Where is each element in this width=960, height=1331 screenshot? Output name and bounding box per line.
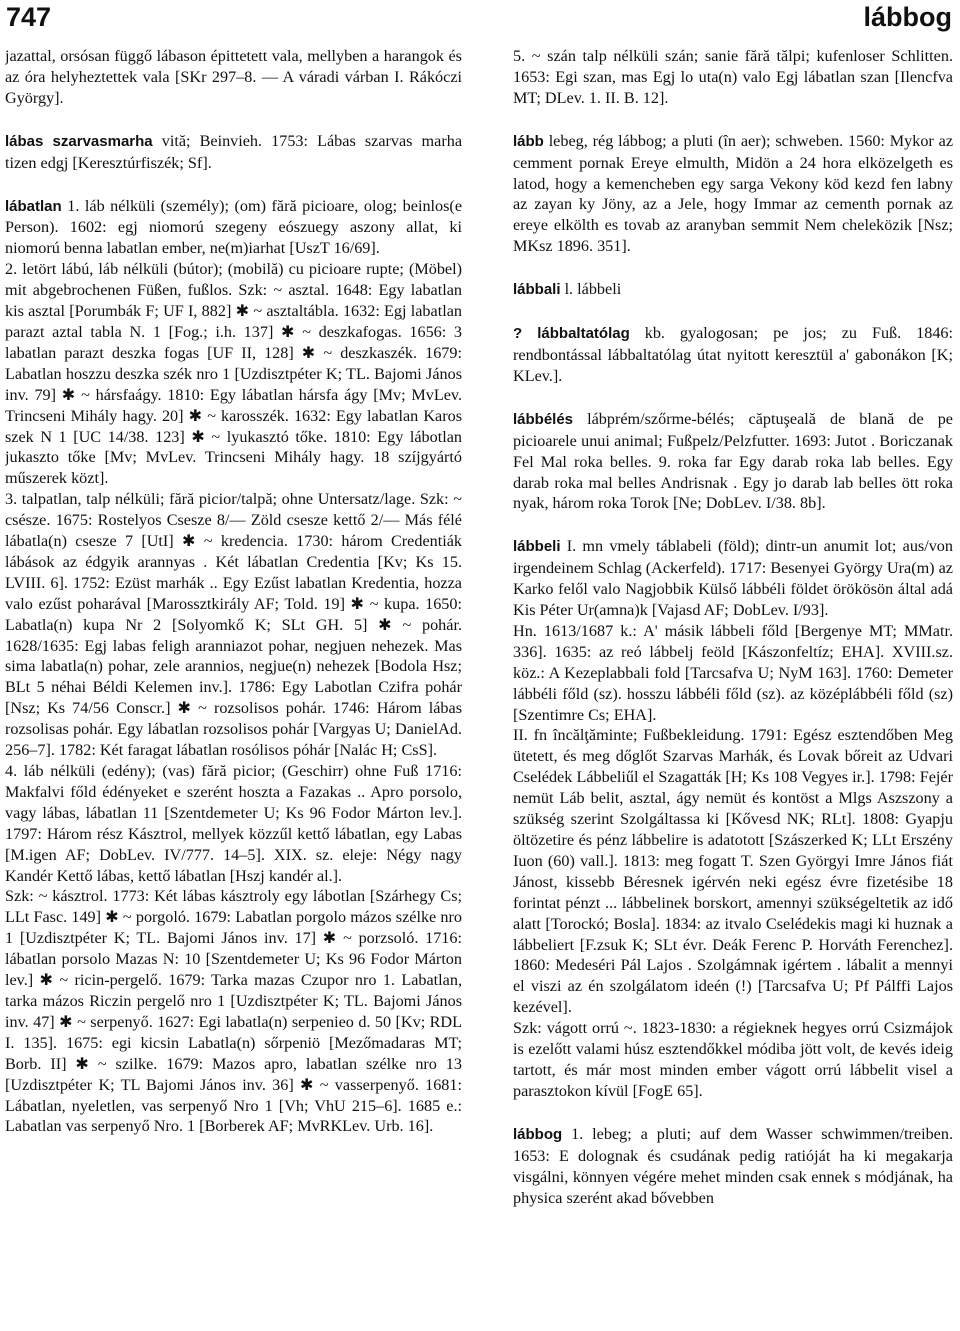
entry-paragraph <box>513 279 953 301</box>
page-number: 747 <box>6 2 52 32</box>
entry-text: l. lábbeli <box>564 280 622 299</box>
entry-paragraph <box>5 131 462 174</box>
entry-text: 2. letört lábú, láb nélküli (bútor); (mobilă) cu picioare rupte; (Möbel) mit abgebrochenen Füßen, fußlos. Szk: ~ asztal. 1648: Egy labatlan kis asztal [Porumbák F; UF I, 882] ✱ ~ asztaltábla. 1632: Egj labatlan parazt aztal tabla N. 1 [Fog.; i.h. 137] ✱ ~ deszkafogas. 1656: 3 labatlan parazt deszka fogas [UF II, 128] ✱ ~ deszkaszék. 1679: Labatlan hoszzu deszka szék nro 1 [Uzdisztpéter K; TL. Bajomi János inv. 79] ✱ ~ hársfaágy. 1810: Egy lábatlan hársfa ágy [Mv; MvLev. Trincseni Mihály hagy. 20] ✱ ~ karosszék. 1632: Egy labatlan Karos szek N 1 [UC 14/38. 123] ✱ ~ lyukasztó tőke. 1810: Egy lábotlan jukaszto tőke [Mv; MvLev. Trincseni Mihály hagy. 18 szíjgyártó műszerek közt]. <box>5 260 462 488</box>
entry-paragraph <box>5 46 462 109</box>
entry-text: lábprém/szőrme-bélés; căptuşeală de blană de pe picioarele unui animal; Fußpelz/Pelzfutter. 1693: Jutot . Boriczanak Fel Mal roka belles. 9. roka far Egy darab roka lab belles. Egy darab roka mal belles Andrisnak . Egy jo darab lab belles ött roka nyak, három roka Torok [Ne; DobLev. I/38. 8b]. <box>513 409 953 513</box>
dictionary-entry <box>513 536 953 1101</box>
entry-text: 5. ~ szán talp nélküli szán; sanie fără tălpi; kufenloser Schlitten. 1653: Egi szan, mas Egj lo uta(n) valo Egj lábatlan szan [Ilencfva MT; DLev. 1. II. B. 12]. <box>513 47 953 107</box>
entry-paragraph <box>5 259 462 489</box>
entry-text: vită; Beinvieh. 1753: Lábas szarvas marha tizen edgj [Keresztúrfiszék; Sf]. <box>5 131 462 172</box>
dictionary-entry <box>5 131 462 174</box>
headword: lább <box>513 132 544 150</box>
dictionary-entry <box>513 1124 953 1209</box>
entry-text: I. mn vmely táblabeli (föld); dintr-un anumit lot; aus/von irgendeinem Schlag (Ackerfeld). 1717: Besenyei György Ura(m) az Karko felől valo Nagjobbik Külső lábbéli földet örökösön által adá Kis Péter Ur(amna)k [Vajasd AF; DobLev. I/93]. <box>513 537 953 620</box>
dictionary-entry <box>5 46 462 109</box>
entry-text: jazattal, orsósan függő lábason épittetett vala, mellyben a harangok és az óra helyheztettek vala [SKr 297–8. — A váradi várban I. Rákóczi György]. <box>5 47 462 107</box>
entry-text: 3. talpatlan, talp nélküli; fără picior/talpă; ohne Untersatz/lage. Szk: ~ csésze. 1675: Rostelyos Csesze 8/— Zöld csesze kettő 2/— Más félé lábatla(n) csesze 7 [UtI] ✱ ~ kredencia. 1730: három Credentiák lábások az édgyik arannyas . Két lábatlan Credentia [Kv; Ks 15. LVIII. 6]. 1752: Ezüst marhák .. Egy Ezűst labatlan Kredentia, hozza valo ezűst poharával [Marossztkirály AF; Told. 19] ✱ ~ kupa. 1650: Labatla(n) kupa Nr 2 [Solyomkő K; SLt GH. 5] ✱ ~ pohár. 1628/1635: Egj labas feligh aranniazot pohar, negjuen nehezek. Mas sima labatla(n) pohar, zele arannios, negjue(n) nehezek [Bodola Hsz; BLt 5 néhai Béldi Kelemen inv.]. 1786: Egy Labotlan Czifra pohár [Nsz; Ks 74/56 Conscr.] ✱ ~ rozsolisos pohár. 1746: Három lábas rozsolisas pohár. Egy lábatlan rozsolisos pohár [Vargyas U; DanielAd. 256–7]. 1782: Két faragat lábatlan rosólisos póhár [Nalác H; CsS]. <box>5 490 462 760</box>
headword: lábbeli <box>513 538 561 556</box>
entry-paragraph <box>513 1124 953 1209</box>
headword: ? lábbaltatólag <box>513 325 630 343</box>
entry-paragraph <box>5 489 462 761</box>
entry-paragraph <box>5 886 462 1137</box>
headword: lábas szarvasmarha <box>5 132 153 150</box>
headword: lábbali <box>513 281 561 299</box>
entry-paragraph <box>513 323 953 387</box>
entry-text: 1. láb nélküli (személy); (om) fără picioare, olog; beinlos(e Person). 1602: egj niomorú szegeny eószuegy aszony allat, ki niomorú benna labatlan ember, ne(m)iarhat [UszT 16/69]. <box>5 196 462 258</box>
entry-paragraph <box>513 409 953 515</box>
dictionary-entry <box>513 279 953 301</box>
entry-paragraph <box>513 621 953 726</box>
entry-paragraph <box>513 725 953 1018</box>
entry-paragraph <box>513 536 953 621</box>
entry-text: 4. láb nélküli (edény); (vas) fără picior; (Geschirr) ohne Fuß 1716: Makfalvi főld édényeket e szerént hoszta a Fazakas .. Apro porsolo, vagy lábas, lábatlan 11 [Szentdemeter U; Ks 96 Fodor Márton lev.]. 1797: Három rész Kásztrol, mellyek közzűl kettő lábatlan, egy Labas [M.igen AF; DobLev. IV/777. 14–5]. XIX. sz. eleje: Négy nagy Kandér Kettő lábas, kettő lábatlan [Hszj kandér al.]. <box>5 762 462 885</box>
entry-text: Hn. 1613/1687 k.: A' másik lábbeli főld [Bergenye MT; MMatr. 336]. 1635: az reó lábbelj feöld [Kászonfeltíz; EHA]. XVIII.sz. köz.: A Kezeplabbali fold [Tarcsafva U; NyM 163]. 1760: Demeter lábbéli főld (sz). hosszu lábbéli főld (sz). az középlábbéli főld (sz) [Szentimre Cs; EHA]. <box>513 621 953 724</box>
dictionary-entry <box>513 46 953 109</box>
headword: lábbélés <box>513 410 574 428</box>
running-head: lábbog <box>863 2 952 32</box>
entry-paragraph <box>513 1018 953 1102</box>
entry-text: kb. gyalogosan; pe jos; zu Fuß. 1846: rendbontással lábbaltatólag útat nyitott keresztül a' gabonákon [K; KLev.]. <box>513 324 953 385</box>
dictionary-entry <box>5 196 462 1138</box>
dictionary-entry <box>513 409 953 515</box>
entry-text: Szk: vágott orrú ~. 1823-1830: a régieknek hegyes orrú Csizmájok is ezelőtt valami húsz esztendőkkel módiba jött volt, de kevés ideig tartott, és már most minden ember vágott orrú lábbelit visel a parasztokon kívül [FogE 65]. <box>513 1019 953 1100</box>
entry-text: II. fn încălţăminte; Fußbekleidung. 1791: Egész esztendőben Meg ütetett, és meg dőglőt Szarvas Marhák, és Lovak bőreit az Udvari Cselédek Lábbeliűl el Szagatták [H; Ks 108 Vegyes ir.]. 1798: Fejér nemüt Láb belit, asztal, ágy nemüt és kontöst a Mlgs Aszszony a szükség szerint Szolgáltassa ki [Kővesd NK; RLt]. 1808: Gyapju öltözetire és pénz lábbelire is adatotott [Szászerked K; LLt Erszény Iuon (60) vall.]. 1813: meg fogatt T. Szen Györgyi Imre János fiát Jánost, kissebb Béresnek igérvén neki egész évre fizetésibe 18 forintat pénzt ... lábbelinek borskort, amennyi szükségeltetik az idő alatt [Torockó; Bosla]. 1834: az itvalo Cselédekis magi ki huznak a lábbeliert [F.zsuk K; SLt évr. Deák Ferenc P. Horváth Ferenchez]. 1860: Medeséri Pál Lajos . Szolgámnak igértem . lábalit a mennyi el viszi az én szolgálatom ideén (!) [Tarcsafva U; Pf Pálffi Lajos kezével]. <box>513 726 953 1017</box>
entry-paragraph <box>513 46 953 109</box>
entry-text: Szk: ~ kásztrol. 1773: Két lábas kásztroly egy lábotlan [Szárhegy Cs; LLt Fasc. 149] ✱ ~ porgoló. 1679: Labatlan porgolo mázos szélke nro 1 [Uzdisztpéter K; TL. Bajomi János inv. 17] ✱ ~ porzsoló. 1716: lábatlan porsolo Mazas N: 10 [Szentdemeter U; Ks 96 Fodor Márton lev.] ✱ ~ ricin-pergelő. 1679: Tarka mazas Czupor nro 1. Labatlan, tarka mázos Riczin pergelő nro 1 [Uzdisztpéter K; TL. Bajomi János inv. 47] ✱ ~ serpenyő. 1627: Egi labatla(n) serpenieo d. 50 [Kv; RDL I. 135]. 1675: egi kicsin Labatla(n) sőrpeniö [Mezőmadaras MT; Borb. II] ✱ ~ szilke. 1679: Mazos apro, labatlan szélke nro 13 [Uzdisztpéter K; TL Bajomi János inv. 36] ✱ ~ vasserpenyő. 1681: Lábatlan, nyeletlen, vas serpenyő Nro 1 [Vh; VhU 215–6]. 1685 e.: Labatlan vas serpenyő Nro. 1 [Borberek AF; MvRKLev. Urb. 16]. <box>5 887 462 1136</box>
entry-paragraph <box>5 761 462 886</box>
headword: lábatlan <box>5 197 62 215</box>
entry-text: 1. lebeg; a pluti; auf dem Wasser schwimmen/treiben. 1653: E dolognak és csudának pedig ratióját ha ki megakarja visgálni, könnyen végére mehet minden csak ennek s módjának, ha physica szerént akad bővebben <box>513 1124 953 1207</box>
dictionary-entry <box>513 131 953 257</box>
entry-text: lebeg, rég lábbog; a pluti (în aer); schweben. 1560: Mykor az cemment pornak Ereye elmulth, Midön a 24 hora elközelgeth es latod, hogy a kemencheben egy sarga Vekony köd kezd fen labny az zayan ky Jöny, az a Jele, hogy Immar az cementh pornak az ereye elkölth es tovab az aranyban semmit Nem cheleközik [Nsz; MKsz 1896. 351]. <box>513 131 953 256</box>
dictionary-entry <box>513 323 953 387</box>
entry-paragraph <box>5 196 462 260</box>
entry-paragraph <box>513 131 953 257</box>
right-column <box>513 46 953 1326</box>
headword: lábbog <box>513 1125 563 1143</box>
left-column <box>5 46 462 1326</box>
